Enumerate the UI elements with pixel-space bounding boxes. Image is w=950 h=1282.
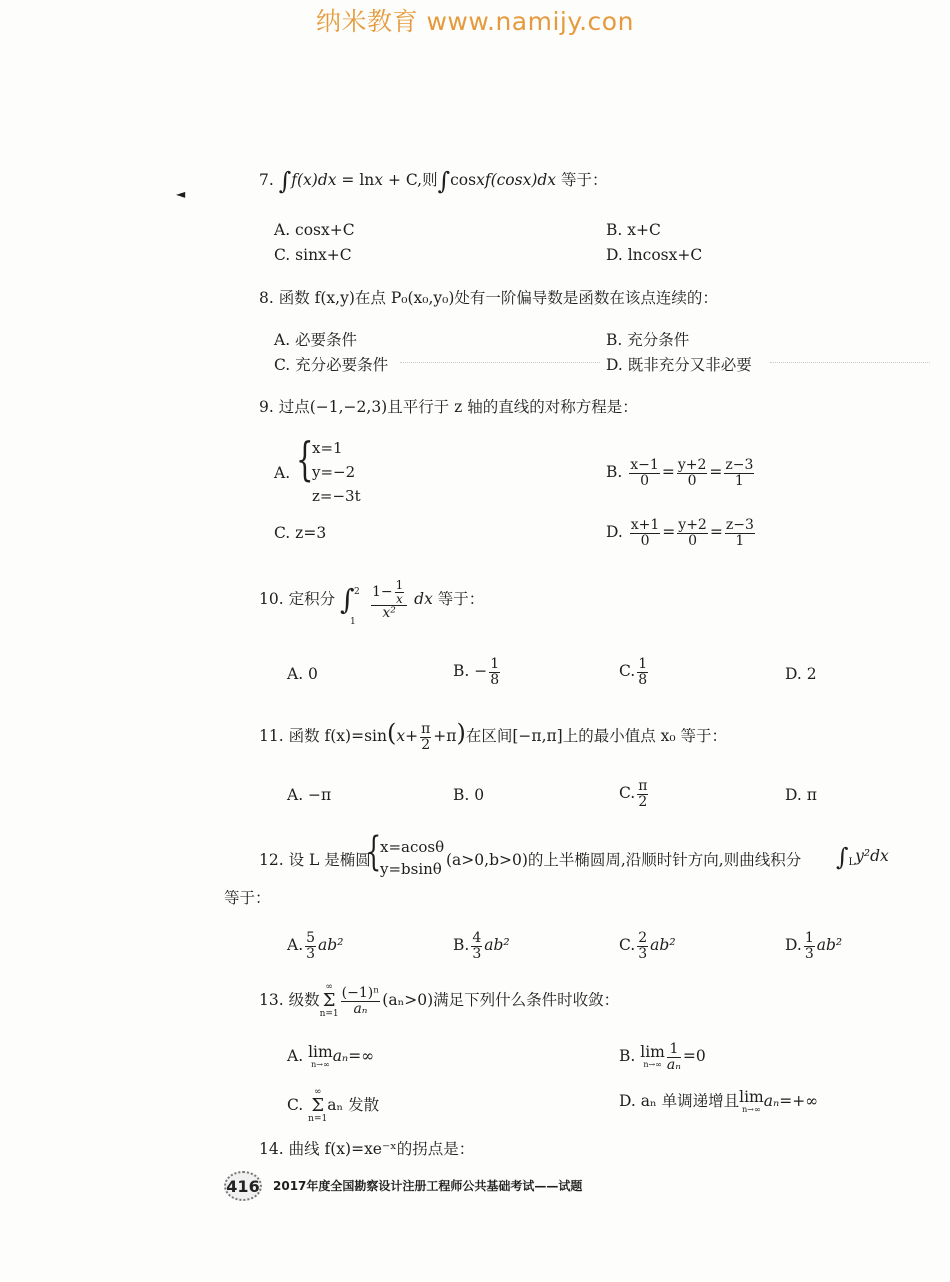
q10-lower-limit: 1: [350, 616, 356, 627]
question-9: 9. 过点(−1,−2,3)且平行于 z 轴的直线的对称方程是：: [259, 398, 638, 416]
question-8: 8. 函数 f(x,y)在点 P₀(x₀,y₀)处有一阶偏导数是函数在该点连续的：: [259, 289, 718, 307]
q12-system: [380, 836, 444, 880]
limit: lim n→∞: [308, 1043, 333, 1069]
equals: =: [709, 463, 723, 482]
integral-sign: ∫: [836, 843, 849, 871]
q9-b-label: B.: [606, 463, 623, 482]
q7-text-f: xf(cosx)dx: [476, 171, 557, 189]
question-11: 11. 函数 f(x)=sin(x+ $\frac{\pi}{2}$ +π)在区间[−π,π]上的最小值点 x₀ 等于：: [259, 719, 728, 753]
fraction: $\frac{\pi}{2}$: [421, 720, 431, 753]
q7-option-b: B. x+C: [606, 221, 661, 239]
fraction: $\frac{1}{8}$: [490, 656, 500, 688]
equals: =: [662, 523, 676, 542]
q10-option-a: A. 0: [287, 665, 318, 683]
q7-text-g: 等于：: [556, 171, 608, 189]
sum-symbol: ∞ Σ n=1: [319, 982, 339, 1019]
integral-sign: ∫: [437, 167, 451, 195]
scan-dots: [400, 362, 600, 363]
limit: lim n→∞: [739, 1088, 764, 1114]
q10-denominator: x²: [382, 605, 396, 622]
question-14: 14. 曲线 f(x)=xe⁻ˣ的拐点是：: [259, 1140, 475, 1158]
q12-brace: {: [366, 829, 382, 875]
q12-option-c: C. $\frac{2}{3}$ ab²: [619, 930, 676, 962]
fraction: $\frac{1}{\text{aₙ}}$: [666, 1041, 681, 1073]
footer-title: 2017年度全国勘察设计注册工程师公共基础考试——试题: [273, 1179, 583, 1193]
q13-suffix: (aₙ>0)满足下列什么条件时收敛：: [382, 991, 620, 1009]
q10-integral: [340, 582, 364, 627]
page-number-badge: 416: [224, 1171, 262, 1201]
scan-dots: [770, 362, 930, 363]
q10-fraction: [371, 579, 407, 621]
integral-sign: ∫: [340, 582, 355, 616]
q11-option-d: D. π: [785, 786, 817, 804]
q7-option-a: A. cosx+C: [274, 221, 355, 239]
q7-number: 7.: [259, 171, 274, 189]
q8-option-c: C. 充分必要条件: [274, 356, 389, 374]
q11-option-b: B. 0: [453, 786, 485, 804]
q10-upper-limit: 2: [354, 586, 360, 597]
q12-option-a: A. $\frac{5}{3}$ ab²: [287, 930, 344, 962]
limit: lim n→∞: [640, 1043, 665, 1069]
fraction: $\frac{z-3}{1}$: [725, 517, 754, 549]
q9-option-a-label: A.: [274, 464, 291, 482]
q12-continuation: 等于：: [224, 889, 271, 907]
equals: =: [661, 463, 675, 482]
q9-system: [312, 436, 361, 508]
q11-option-c: C. $\frac{\pi}{2}$: [619, 778, 648, 810]
question-13: [259, 983, 619, 1019]
question-7: [259, 167, 608, 195]
integral-sign: ∫: [278, 167, 292, 195]
equals: =: [709, 523, 723, 542]
q11-option-a: A. −π: [287, 786, 332, 804]
q13-option-a: A. lim n→∞ aₙ=∞: [287, 1043, 375, 1069]
fraction: $\frac{x+1}{0}$: [630, 517, 660, 549]
fraction: $\frac{\text{(−1)ⁿ}}{\text{aₙ}}$: [341, 984, 380, 1017]
fraction: $\frac{z-3}{1}$: [725, 457, 754, 489]
q10-option-b: B. − $\frac{1}{8}$: [453, 656, 500, 688]
q9-d-label: D.: [606, 523, 623, 542]
fraction: $\frac{\pi}{2}$: [638, 778, 648, 810]
q7-option-d: D. lncosx+C: [606, 246, 703, 264]
q9-system-line: y=−2: [312, 463, 356, 481]
q11-suffix: 在区间[−π,π]上的最小值点 x₀ 等于：: [465, 727, 728, 745]
q9-option-b: [606, 458, 756, 488]
q7-text-a: f(x)dx: [291, 171, 337, 189]
q12-line-integral: $\int_Ly^2dx$: [836, 843, 889, 871]
q7-text-d: + C,则: [383, 171, 438, 189]
question-10: [259, 578, 485, 627]
q13-option-d: D. aₙ 单调递增且lim n→∞ aₙ=+∞: [619, 1088, 819, 1114]
q9-system-line: z=−3t: [312, 487, 361, 505]
margin-mark: ◄: [176, 187, 186, 201]
q9-option-c: C. z=3: [274, 524, 327, 542]
q12-option-b: B. $\frac{4}{3}$ ab²: [453, 930, 510, 962]
q7-option-c: C. sinx+C: [274, 246, 352, 264]
q13-option-c: C. ∞ Σ n=1aₙ 发散: [287, 1087, 380, 1124]
fraction: $\frac{x-1}{0}$: [630, 457, 659, 489]
q10-option-c: C. $\frac{1}{8}$: [619, 656, 648, 688]
q12-mid: (a>0,b>0)的上半椭圆周,沿顺时针方向,则曲线积分: [446, 851, 802, 869]
q8-option-b: B. 充分条件: [606, 331, 690, 349]
fraction: $\frac{1}{x}$: [395, 578, 404, 606]
fraction: $\frac{y+2}{0}$: [677, 457, 707, 489]
q12-prefix: 12. 设 L 是椭圆: [259, 851, 371, 869]
q12-system-line: x=acosθ: [380, 838, 445, 856]
q10-one-minus: 1−: [371, 584, 393, 601]
q10-dx: dx: [414, 589, 433, 608]
watermark: 纳米教育 www.namijy.con: [316, 7, 634, 36]
q7-text-b: = ln: [336, 171, 375, 189]
fraction: $\frac{y+2}{0}$: [678, 517, 707, 549]
q10-prefix: 10. 定积分: [259, 589, 336, 608]
fraction: $\frac{2}{3}$: [638, 930, 648, 962]
q7-text-e: cos: [450, 171, 477, 189]
q10-suffix: 等于：: [437, 589, 485, 608]
fraction: $\frac{1}{3}$: [804, 930, 814, 962]
q11-prefix: 11. 函数 f(x)=sin: [259, 727, 387, 745]
q8-option-d: D. 既非充分又非必要: [606, 356, 752, 374]
q10-option-d: D. 2: [785, 665, 817, 683]
fraction: $\frac{5}{3}$: [306, 930, 316, 962]
fraction: $\frac{4}{3}$: [472, 930, 482, 962]
q13-option-b: B. lim n→∞ $\frac{1}{\text{aₙ}} =0$: [619, 1041, 706, 1073]
q9-brace: {: [296, 432, 314, 486]
q12-system-line: y=bsinθ: [380, 860, 442, 878]
q9-system-line: x=1: [312, 439, 343, 457]
q8-option-a: A. 必要条件: [274, 331, 358, 349]
q13-prefix: 13. 级数: [259, 991, 320, 1009]
q9-option-d: [606, 518, 757, 548]
q7-text-c: x: [374, 171, 384, 189]
sum-symbol: ∞ Σ n=1: [308, 1087, 328, 1124]
q12-option-d: D. $\frac{1}{3}$ ab²: [785, 930, 843, 962]
fraction: $\frac{1}{8}$: [638, 656, 648, 688]
